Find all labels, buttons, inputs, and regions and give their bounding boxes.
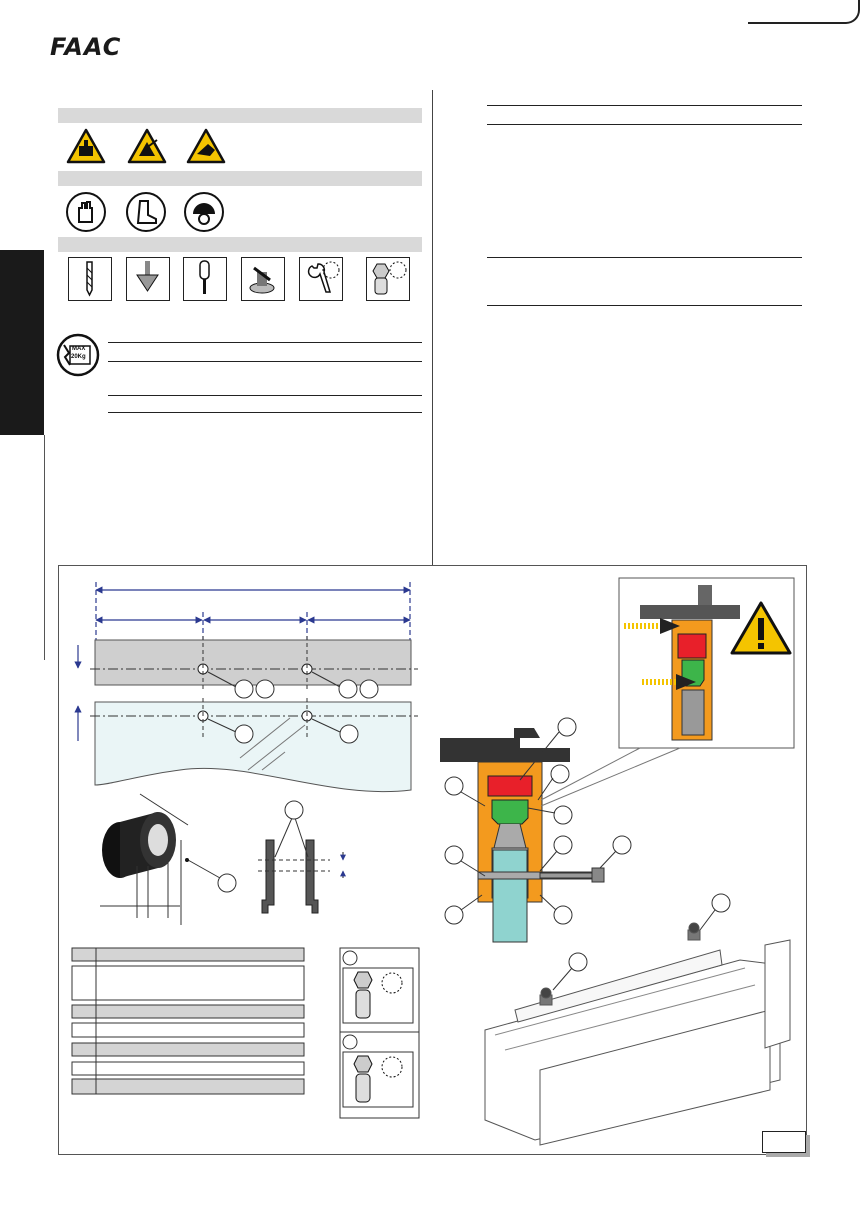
- tools-header-bar: [58, 237, 422, 252]
- page-number-box: [762, 1131, 806, 1153]
- glass-panel: [90, 698, 418, 792]
- clamp-section: [258, 801, 343, 913]
- faac-logo: FAAC: [50, 33, 122, 61]
- text-rule: [108, 361, 422, 362]
- protective-gloves-icon: [66, 192, 106, 232]
- weight-label-value: 20Kg: [71, 354, 86, 360]
- tool-panels: [340, 948, 419, 1118]
- drill-bit-icon: [68, 257, 112, 301]
- clamp-assembly: [440, 728, 604, 942]
- side-rule: [44, 435, 45, 660]
- track-perspective: [485, 923, 790, 1145]
- side-language-tab: [0, 250, 44, 435]
- page-corner-decoration: [748, 0, 860, 24]
- text-rule: [487, 105, 802, 106]
- text-rule: [108, 342, 422, 343]
- installation-diagram: [58, 565, 806, 1153]
- ppe-header-bar: [58, 171, 422, 186]
- text-rule: [108, 395, 422, 396]
- text-rule: [487, 257, 802, 258]
- text-rule: [487, 124, 802, 125]
- hand-injury-hazard-icon: [186, 128, 226, 164]
- hex-key-icon: [366, 257, 410, 301]
- legend-table: [72, 948, 304, 1094]
- column-divider: [432, 90, 433, 565]
- screwdriver-icon: [183, 257, 227, 301]
- safety-shoes-icon: [126, 192, 166, 232]
- countersink-bit-icon: [126, 257, 170, 301]
- text-rule: [487, 305, 802, 306]
- crush-hazard-icon: [66, 128, 106, 164]
- text-rule: [108, 412, 422, 413]
- warnings-header-bar: [58, 108, 422, 123]
- sharp-object-hazard-icon: [127, 128, 167, 164]
- spacer-bushing: [100, 794, 236, 925]
- weight-label-max: MAX: [72, 346, 86, 352]
- suction-cup-icon: [241, 257, 285, 301]
- safety-helmet-icon: [184, 192, 224, 232]
- wrench-icon: [299, 257, 343, 301]
